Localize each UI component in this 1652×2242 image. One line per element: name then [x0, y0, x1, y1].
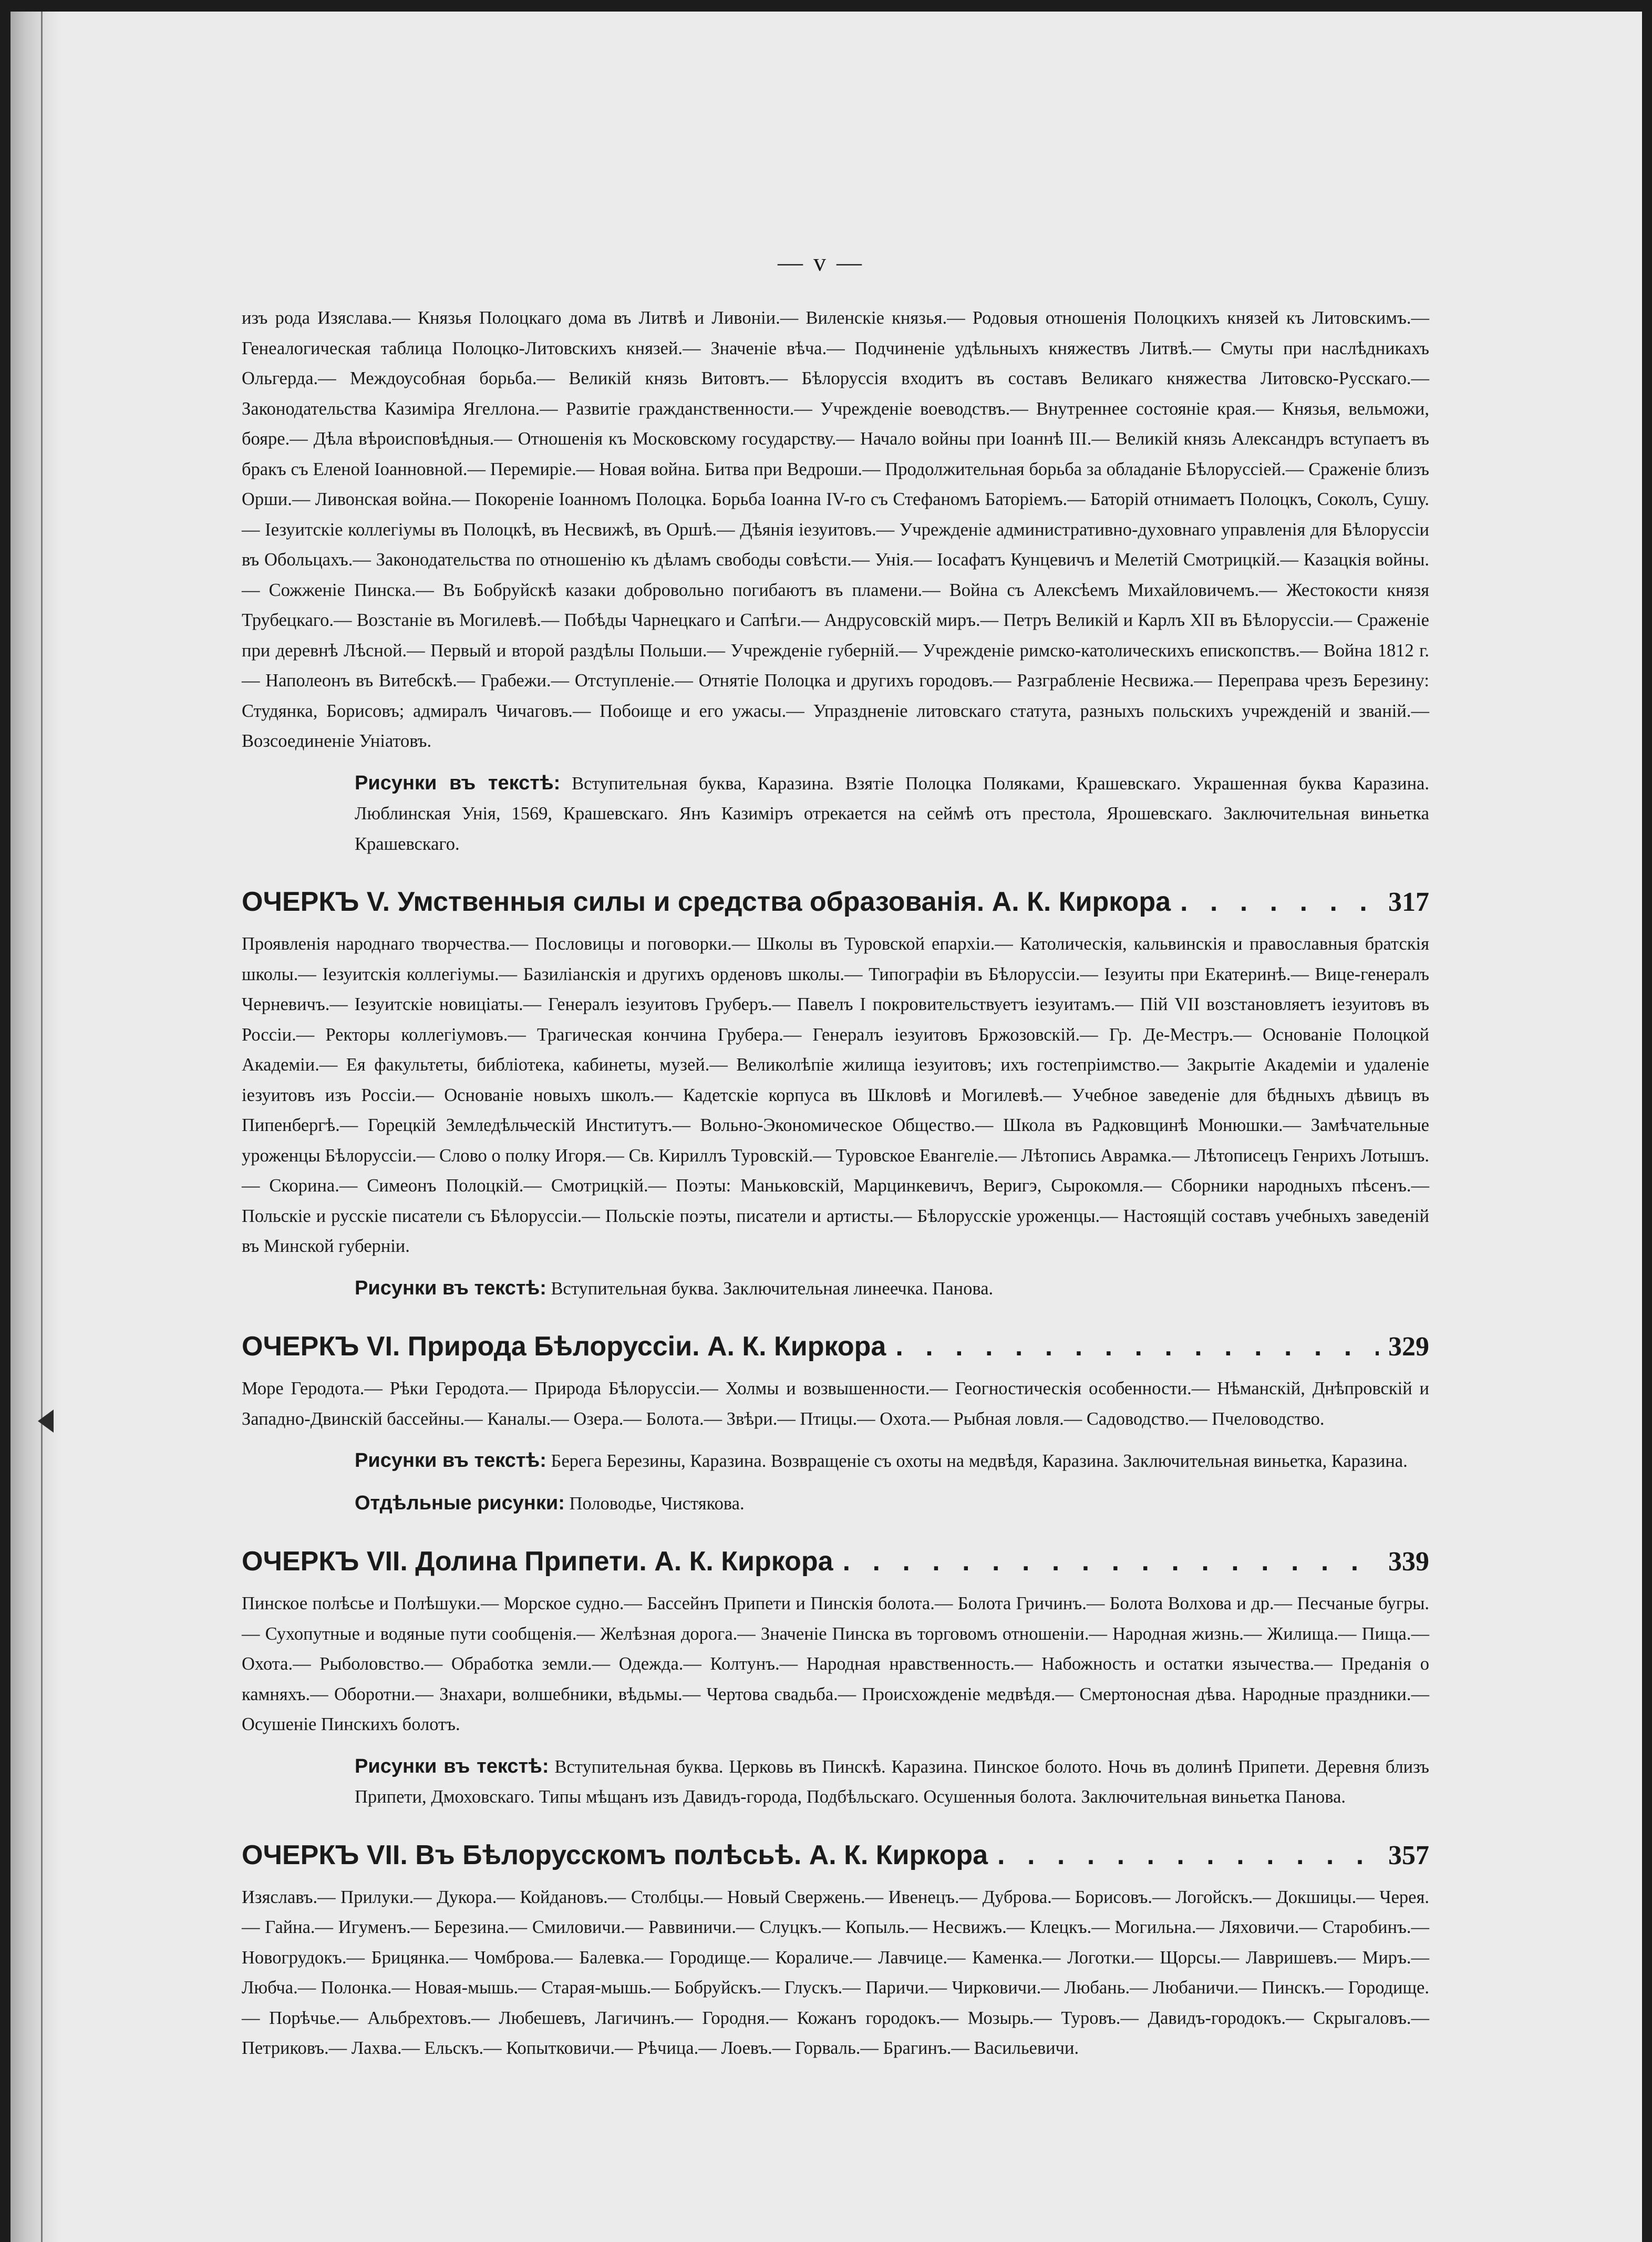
book-page — [11, 12, 1642, 2242]
toc-entry-essay-8[interactable] — [242, 1837, 1429, 1874]
separate-pictures-label: Отдѣльные рисунки: — [355, 1492, 565, 1514]
toc-entry-essay-6[interactable] — [242, 1328, 1429, 1365]
entry-title: ОЧЕРКЪ VII. Долина Припети. А. К. Киркора — [242, 1546, 833, 1577]
essay-6-summary: Море Геродота.— Рѣки Геродота.— Природа Бѣлоруссіи.— Холмы и возвышенности.— Геогностическія особенности.— Нѣманскій, Днѣпровскій и Западно-Двинскій бассейны.— Каналы.— Озера.— Болота.— Звѣри.— Птицы.— Охота.— Рыбная ловля.— Садоводство.— Пчеловодство. — [242, 1379, 1429, 1429]
dot-leader — [997, 1837, 1379, 1874]
separate-pictures-list: Половодье, Чистякова. — [569, 1493, 745, 1514]
pictures-label: Рисунки въ текстѣ: — [355, 1755, 549, 1777]
binding-line — [41, 12, 43, 2242]
table-of-contents — [242, 303, 1429, 2064]
entry-title: ОЧЕРКЪ VI. Природа Бѣлоруссіи. А. К. Киркора — [242, 1331, 886, 1362]
continuation-pictures — [242, 768, 1429, 860]
entry-page-number: 339 — [1388, 1547, 1429, 1577]
essay-5-pictures — [242, 1273, 1429, 1304]
pictures-label: Рисунки въ текстѣ: — [355, 772, 561, 794]
essay-8-summary: Изяславъ.— Прилуки.— Дукора.— Койдановъ.— Столбцы.— Новый Свержень.— Ивенецъ.— Дуброва.— Борисовъ.— Логойскъ.— Докшицы.— Черея.— Гайна.— Игуменъ.— Березина.— Смиловичи.— Раввиничи.— Слуцкъ.— Копыль.— Несвижъ.— Клецкъ.— Могильна.— Ляховичи.— Старобинъ.— Новогрудокъ.— Брицянка.— Чомброва.— Балевка.— Городище.— Кораличе.— Лавчице.— Каменка.— Логотки.— Щорсы.— Лавришевъ.— Миръ.— Любча.— Полонка.— Новая-мышь.— Старая-мышь.— Бобруйскъ.— Глускъ.— Паричи.— Чирковичи.— Любань.— Любаничи.— Пинскъ.— Городище.— Порѣчье.— Альбрехтовъ.— Любешевъ, Лагичинъ.— Городня.— Кожанъ городокъ.— Мозырь.— Туровъ.— Давидъ-городокъ.— Скрыгаловъ.— Петриковъ.— Лахва.— Ельскъ.— Копытковичи.— Рѣчица.— Лоевъ.— Горваль.— Брагинъ.— Васильевичи. — [242, 1887, 1429, 2058]
book-spine-shadow — [11, 12, 60, 2242]
pictures-list: Вступительная буква. Заключительная линеечка. Панова. — [551, 1278, 994, 1299]
entry-page-number: 317 — [1388, 887, 1429, 917]
binding-tab-mark — [38, 1410, 54, 1433]
page-number: — v — — [778, 249, 864, 276]
essay-6-pictures — [242, 1446, 1429, 1477]
continuation-summary: изъ рода Изяслава.— Князья Полоцкаго дома въ Литвѣ и Ливоніи.— Виленскіе князья.— Родовыя отношенія Полоцкихъ князей къ Литовскимъ.— Генеалогическая таблица Полоцко-Литовскихъ князей.— Значеніе вѣча.— Подчиненіе удѣльныхъ княжествъ Литвѣ.— Смуты при наслѣдникахъ Ольгерда.— Междоусобная борьба.— Великій князь Витовтъ.— Бѣлоруссія входитъ въ составъ Великаго княжества Литовско-Русскаго.— Законодательства Казиміра Ягеллона.— Развитіе гражданственности.— Учрежденіе воеводствъ.— Внутреннее состояніе края.— Князья, вельможи, бояре.— Дѣла вѣроисповѣдныя.— Отношенія къ Московскому государству.— Начало войны при Іоаннѣ III.— Великій князь Александръ вступаетъ въ бракъ съ Еленой Іоанновной.— Перемиріе.— Новая война. Битва при Ведроши.— Продолжительная борьба за обладаніе Бѣлоруссіей.— Сраженіе близъ Орши.— Ливонская война.— Покореніе Іоанномъ Полоцка. Борьба Іоанна IV-го съ Стефаномъ Баторіемъ.— Баторій отнимаетъ Полоцкъ, Соколъ, Сушу.— Іезуитскіе коллегіумы въ Полоцкѣ, въ Несвижѣ, въ Оршѣ.— Дѣянія іезуитовъ.— Учрежденіе административно-духовнаго управленія для Бѣлоруссіи въ Обольцахъ.— Законодательства по отношенію къ дѣламъ свободы совѣсти.— Унія.— Іосафатъ Кунцевичъ и Мелетій Смотрицкій.— Казацкія войны.— Сожженіе Пинска.— Въ Бобруйскѣ казаки добровольно погибаютъ въ пламени.— Война съ Алексѣемъ Михайловичемъ.— Жестокости князя Трубецкаго.— Возстаніе въ Могилевѣ.— Побѣды Чарнецкаго и Сапѣги.— Андрусовскій миръ.— Петръ Великій и Карлъ XII въ Бѣлоруссіи.— Сраженіе при деревнѣ Лѣсной.— Первый и второй раздѣлы Польши.— Учрежденіе губерній.— Учрежденіе римско-католическихъ епископствъ.— Война 1812 г.— Наполеонъ въ Витебскѣ.— Грабежи.— Отступленіе.— Отнятіе Полоцка и другихъ городовъ.— Разграбленіе Несвижа.— Переправа чрезъ Березину: Студянка, Борисовъ; адмиралъ Чичаговъ.— Побоище и его ужасы.— Упраздненіе литовскаго статута, разныхъ польскихъ учрежденій и званій.— Возсоединеніе Уніатовъ. — [242, 308, 1429, 751]
dot-leader — [895, 1328, 1379, 1365]
entry-page-number: 329 — [1388, 1332, 1429, 1362]
entry-title: ОЧЕРКЪ V. Умственныя силы и средства образованія. А. К. Киркора — [242, 887, 1171, 917]
essay-7-summary: Пинское полѣсье и Полѣшуки.— Морское судно.— Бассейнъ Припети и Пинскія болота.— Болота Гричинъ.— Болота Волхова и др.— Песчаные бугры.— Сухопутные и водяные пути сообщенія.— Желѣзная дорога.— Значеніе Пинска въ торговомъ отношеніи.— Народная жизнь.— Жилища.— Пища.— Охота.— Рыболовство.— Обработка земли.— Одежда.— Колтунъ.— Народная нравственность.— Набожность и остатки язычества.— Преданія о камняхъ.— Оборотни.— Знахари, волшебники, вѣдьмы.— Чертова свадьба.— Происхожденіе медвѣдя.— Смертоносная дѣва. Народные праздники.— Осушеніе Пинскихъ болотъ. — [242, 1593, 1429, 1734]
pictures-list: Берега Березины, Каразина. Возвращеніе съ охоты на медвѣдя, Каразина. Заключительная виньетка, Каразина. — [551, 1451, 1408, 1471]
entry-page-number: 357 — [1388, 1840, 1429, 1870]
essay-7-pictures — [242, 1752, 1429, 1813]
essay-6-separate-pictures — [242, 1488, 1429, 1519]
pictures-label: Рисунки въ текстѣ: — [355, 1449, 546, 1472]
toc-entry-essay-5[interactable] — [242, 883, 1429, 921]
pictures-list: Вступительная буква. Церковь въ Пинскѣ. Каразина. Пинское болото. Ночь въ долинѣ Припети. Деревня близъ Припети, Дмоховскаго. Типы мѣщанъ изъ Давидъ-города, Подбѣльскаго. Осушенныя болота. Заключительная виньетка Панова. — [355, 1756, 1430, 1807]
pictures-list: Вступительная буква, Каразина. Взятіе Полоцка Поляками, Крашевскаго. Украшенная буква Каразина. Люблинская Унія, 1569, Крашевскаго. Янъ Казиміръ отрекается на сеймѣ отъ престола, Ярошевскаго. Заключительная виньетка Крашевскаго. — [355, 773, 1429, 854]
entry-title: ОЧЕРКЪ VII. Въ Бѣлорусскомъ полѣсьѣ. А. К. Киркора — [242, 1839, 988, 1870]
dot-leader — [1180, 883, 1379, 920]
dot-leader — [843, 1543, 1379, 1580]
toc-entry-essay-7[interactable] — [242, 1543, 1429, 1580]
pictures-label: Рисунки въ текстѣ: — [355, 1277, 546, 1299]
essay-5-summary: Проявленія народнаго творчества.— Пословицы и поговорки.— Школы въ Туровской епархіи.— Католическія, кальвинскія и православныя братскія школы.— Іезуитскія коллегіумы.— Базиліанскія и другихъ орденовъ школы.— Типографіи въ Бѣлоруссіи.— Іезуиты при Екатеринѣ.— Вице-генералъ Черневичъ.— Іезуитскіе новиціаты.— Генералъ іезуитовъ Груберъ.— Павелъ I покровительствуетъ іезуитамъ.— Пій VII возстановляетъ іезуитовъ въ Россіи.— Ректоры коллегіумовъ.— Трагическая кончина Грубера.— Генералъ іезуитовъ Бржозовскій.— Гр. Де-Местръ.— Основаніе Полоцкой Академіи.— Ея факультеты, библіотека, кабинеты, музей.— Великолѣпіе жилища іезуитовъ; ихъ гостепріимство.— Закрытіе Академіи и удаленіе іезуитовъ изъ Россіи.— Основаніе новыхъ школъ.— Кадетскіе корпуса въ Шкловѣ и Могилевѣ.— Учебное заведеніе для бѣдныхъ дѣвицъ въ Пипенбергѣ.— Горецкій Земледѣльческій Институтъ.— Вольно-Экономическое Общество.— Школа въ Радковщинѣ Монюшки.— Замѣчательные уроженцы Бѣлоруссіи.— Слово о полку Игоря.— Св. Кириллъ Туровскій.— Туровское Евангеліе.— Лѣтопись Аврамка.— Лѣтописецъ Генрихъ Лотышъ.— Скорина.— Симеонъ Полоцкій.— Смотрицкій.— Поэты: Маньковскій, Марцинкевичъ, Веригэ, Сырокомля.— Сборники народныхъ пѣсенъ.— Польскіе и русскіе писатели съ Бѣлоруссіи.— Польскіе поэты, писатели и артисты.— Бѣлорусскіе уроженцы.— Настоящій составъ учебныхъ заведеній въ Минской губерніи. — [242, 934, 1429, 1256]
